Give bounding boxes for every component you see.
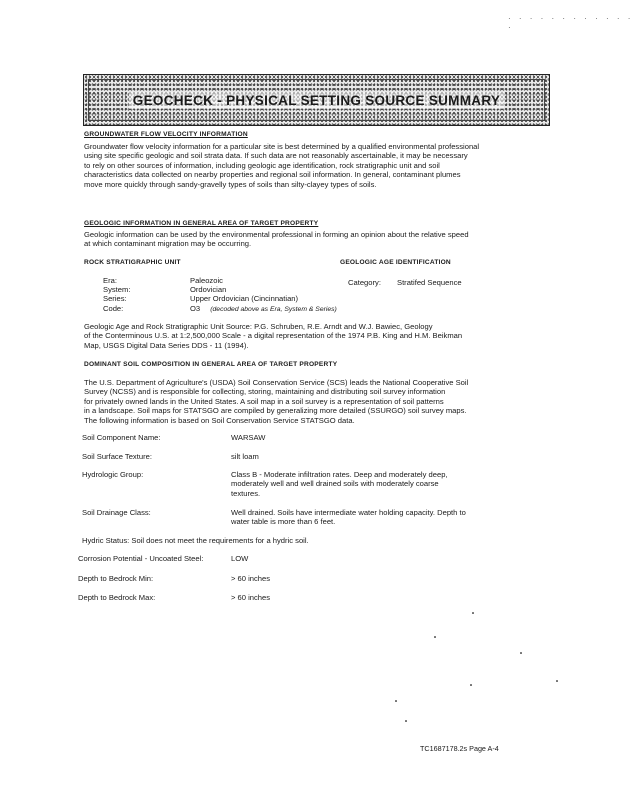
paragraph-line: Well drained. Soils have intermediate water holding capacity. Depth to bbox=[231, 508, 466, 517]
geologic-age-heading: GEOLOGIC AGE IDENTIFICATION bbox=[340, 259, 451, 266]
soil-paragraph bbox=[84, 378, 468, 425]
code-text: O3 bbox=[190, 304, 201, 313]
groundwater-heading: GROUNDWATER FLOW VELOCITY INFORMATION bbox=[84, 131, 248, 138]
corrosion-label: Corrosion Potential - Uncoated Steel: bbox=[78, 554, 204, 563]
code-value bbox=[190, 304, 337, 313]
paragraph-line: Map, USGS Digital Data Series DDS - 11 (1994). bbox=[84, 340, 249, 350]
paragraph-line: The following information is based on Soil Conservation Service STATSGO data. bbox=[84, 415, 355, 425]
paragraph-line: Class B - Moderate infiltration rates. Deep and moderately deep, bbox=[231, 470, 448, 479]
code-label: Code: bbox=[103, 304, 124, 313]
paragraph-line: Geologic Age and Rock Stratigraphic Unit Source: P.G. Schruben, R.E. Arndt and W.J. Bawiec, Geology bbox=[84, 322, 433, 331]
paragraph-line: characteristics data collected on nearby properties and regional soil information. In general, contaminant plumes bbox=[84, 170, 461, 180]
scan-speck bbox=[405, 720, 407, 722]
soil-component-label: Soil Component Name: bbox=[82, 433, 161, 442]
page-title: GEOCHECK - PHYSICAL SETTING SOURCE SUMMARY bbox=[129, 92, 504, 109]
series-label: Series: bbox=[103, 294, 127, 303]
page-footer: TC1687178.2s Page A-4 bbox=[420, 744, 499, 753]
drainage-class-value bbox=[231, 508, 466, 527]
paragraph-line: using site specific geologic and soil strata data. If such data are not reasonably ascertainable, it may be necessary bbox=[84, 151, 468, 161]
bedrock-max-label: Depth to Bedrock Max: bbox=[78, 593, 156, 602]
paragraph-line: at which contaminant migration may be occurring. bbox=[84, 239, 252, 249]
geologic-heading: GEOLOGIC INFORMATION IN GENERAL AREA OF TARGET PROPERTY bbox=[84, 220, 319, 227]
rock-stratigraphic-heading: ROCK STRATIGRAPHIC UNIT bbox=[84, 259, 181, 266]
system-label: System: bbox=[103, 285, 131, 294]
hydric-status: Hydric Status: Soil does not meet the requirements for a hydric soil. bbox=[82, 536, 309, 545]
soil-heading: DOMINANT SOIL COMPOSITION IN GENERAL AREA OF TARGET PROPERTY bbox=[84, 361, 338, 368]
system-value: Ordovician bbox=[190, 285, 227, 294]
drainage-class-label: Soil Drainage Class: bbox=[82, 508, 151, 517]
paragraph-line: Groundwater flow velocity information for a particular site is best determined by a qualified environmental professional bbox=[84, 142, 480, 151]
groundwater-paragraph bbox=[84, 142, 479, 189]
paragraph-line: of the Conterminous U.S. at 1:2,500,000 Scale - a digital representation of the 1974 P.B. King and H.M. Beikman bbox=[84, 331, 463, 341]
title-banner bbox=[83, 74, 550, 126]
hydrologic-group-value bbox=[231, 470, 448, 498]
bedrock-min-value: > 60 inches bbox=[231, 574, 271, 583]
series-value: Upper Ordovician (Cincinnatian) bbox=[190, 294, 299, 303]
soil-component-value: WARSAW bbox=[231, 433, 266, 442]
scan-speck bbox=[470, 684, 472, 686]
scan-speck bbox=[520, 652, 522, 654]
soil-texture-label: Soil Surface Texture: bbox=[82, 452, 152, 461]
paragraph-line: The U.S. Department of Agriculture's (USDA) Soil Conservation Service (SCS) leads the National Cooperative Soil bbox=[84, 378, 469, 387]
scan-speck bbox=[556, 680, 558, 682]
paragraph-line: for privately owned lands in the United States. A soil map in a soil survey is a representation of soil patterns bbox=[84, 396, 444, 406]
scan-speck bbox=[395, 700, 397, 702]
scan-artifact-dots: · · · · · · · · · · · · · bbox=[508, 14, 634, 32]
paragraph-line: move more quickly through sandy-gravelly types of soils than silty-clayey types of soils. bbox=[84, 179, 377, 189]
paragraph-line: moderately well and well drained soils with moderately coarse bbox=[231, 479, 439, 489]
paragraph-line: textures. bbox=[231, 488, 261, 498]
scan-speck bbox=[434, 636, 436, 638]
hydrologic-group-label: Hydrologic Group: bbox=[82, 470, 144, 479]
bedrock-max-value: > 60 inches bbox=[231, 593, 271, 602]
code-note: (decoded above as Era, System & Series) bbox=[210, 306, 337, 313]
category-label: Category: bbox=[348, 278, 381, 287]
paragraph-line: in a landscape. Soil maps for STATSGO are compiled by generalizing more detailed (SSURGO) soil survey maps. bbox=[84, 406, 467, 416]
era-label: Era: bbox=[103, 276, 117, 285]
paragraph-line: water table is more than 6 feet. bbox=[231, 517, 336, 527]
soil-texture-value: silt loam bbox=[231, 452, 259, 461]
paragraph-line: Survey (NCSS) and is responsible for collecting, storing, maintaining and distributing soil survey information bbox=[84, 387, 446, 397]
scan-speck bbox=[472, 612, 474, 614]
category-value: Stratifed Sequence bbox=[397, 278, 462, 287]
corrosion-value: LOW bbox=[231, 554, 249, 563]
bedrock-min-label: Depth to Bedrock Min: bbox=[78, 574, 154, 583]
paragraph-line: to rely on other sources of information, including geologic age identification, rock stratigraphic unit and soil bbox=[84, 160, 440, 170]
era-value: Paleozoic bbox=[190, 276, 223, 285]
paragraph-line: Geologic information can be used by the environmental professional in forming an opinion about the relative speed bbox=[84, 230, 469, 239]
geologic-source bbox=[84, 322, 462, 350]
geologic-paragraph bbox=[84, 230, 469, 249]
